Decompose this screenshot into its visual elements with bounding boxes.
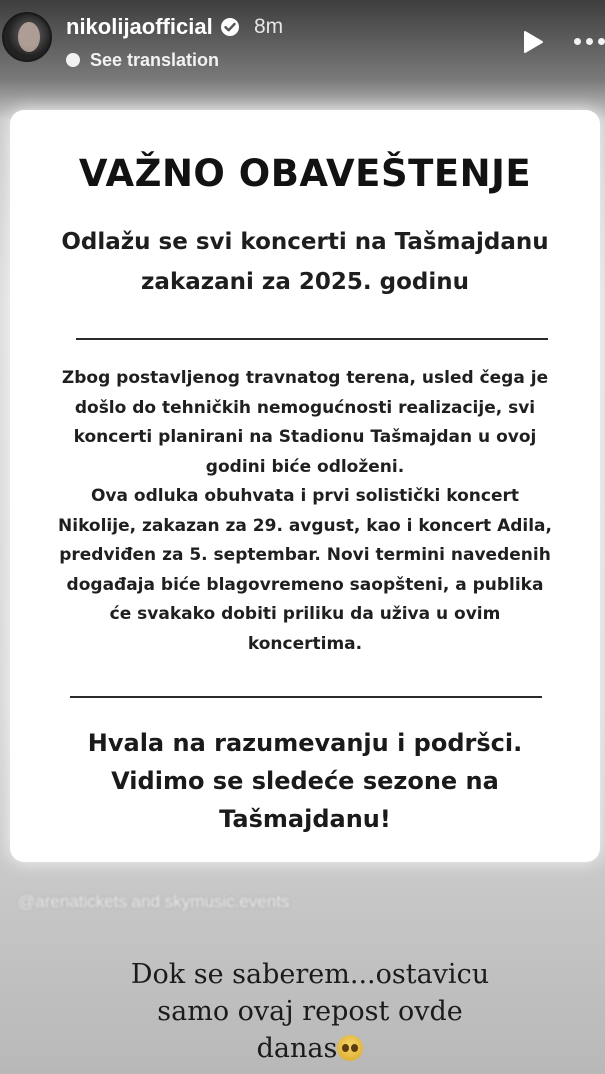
notice-paragraph: Zbog postavljenog travnatog terena, usled čega je došlo do tehničkih nemogućnosti realizacije, svi koncerti planirani na Stadionu Tašmajdan u ovoj godini biće odloženi. — [61, 368, 549, 477]
username[interactable]: nikolijaofficial — [66, 14, 213, 39]
notice-card — [10, 110, 600, 862]
translation-dot-icon — [66, 53, 80, 67]
notice-paragraph: Ova odluka obuhvata i prvi solistički koncert Nikolije, zakazan za 29. avgust, kao i koncert Adila, predviđen za 5. septembar. Novi termini navedenih događaja biće blagovremeno saopšteni, a publika će svakako dobiti priliku da uživa u ovim koncertima. — [58, 486, 552, 654]
repost-credit: @arenatickets and skymusic.events — [18, 892, 290, 911]
caption-text: Dok se saberem...ostavicu samo ovaj repost ovde danas — [130, 959, 490, 1064]
notice-subtitle: Odlažu se svi koncerti na Tašmajdanu zakazani za 2025. godinu — [61, 229, 549, 295]
more-dot — [574, 38, 581, 45]
play-icon[interactable] — [522, 30, 544, 54]
divider — [70, 696, 542, 698]
more-dot — [598, 38, 605, 45]
see-translation-link[interactable] — [66, 48, 219, 72]
notice-closing: Hvala na razumevanju i podršci. Vidimo se sledeće sezone na Tašmajdanu! — [87, 729, 523, 833]
avatar[interactable] — [2, 12, 52, 62]
see-translation-label: See translation — [90, 49, 220, 70]
story-header — [0, 0, 605, 90]
pleading-face-emoji-icon — [337, 1035, 363, 1061]
notice-body — [32, 364, 578, 659]
verified-badge-icon — [220, 17, 240, 37]
notice-title: VAŽNO OBAVEŠTENJE — [78, 152, 532, 195]
more-options-icon[interactable] — [574, 38, 605, 48]
divider — [76, 338, 548, 340]
story-caption — [60, 956, 560, 1067]
post-time: 8m — [254, 15, 284, 38]
more-dot — [586, 38, 593, 45]
